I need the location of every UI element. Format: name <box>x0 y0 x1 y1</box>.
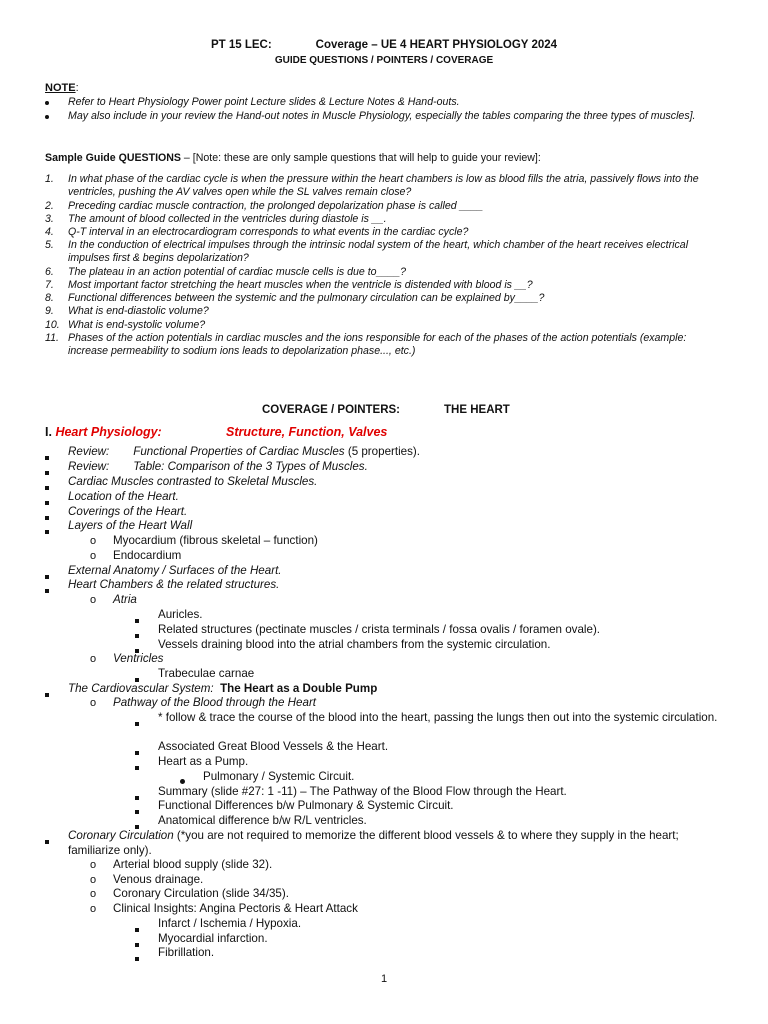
pointer-subitem: o Ventricles <box>90 652 164 665</box>
question-item: 8. Functional differences between the systemic and the pulmonary circulation can be explained by____? <box>45 292 545 304</box>
square-bullet-icon <box>135 760 139 775</box>
document-title <box>0 39 768 51</box>
pointer-item: Layers of the Heart Wall <box>45 519 725 534</box>
pointer-subsubitem: Heart as a Pump. <box>135 755 720 770</box>
pointer-subitem: o Atria <box>90 593 137 606</box>
circle-bullet-icon: o <box>90 874 97 886</box>
question-item: 9. What is end-diastolic volume? <box>45 305 209 317</box>
circle-bullet-icon: o <box>90 653 97 665</box>
circle-bullet-icon: o <box>90 888 97 900</box>
question-item: 10. What is end-systolic volume? <box>45 319 206 331</box>
pointer-subsubitem: Anatomical difference b/w R/L ventricles. <box>135 814 720 829</box>
pointer-item: The Cardiovascular System: The Heart as a Double Pump <box>45 682 725 697</box>
pointer-subsubitem: Associated Great Blood Vessels & the Heart. <box>135 740 720 755</box>
pointer-subitem: o Coronary Circulation (slide 34/35). <box>90 887 289 900</box>
note-item: May also include in your review the Hand-out notes in Muscle Physiology, especially the tables comparing the three types of muscles]. <box>45 110 725 123</box>
pointer-subitem: o Pathway of the Blood through the Heart <box>90 696 317 709</box>
question-item: 7. Most important factor stretching the heart muscles when the ventricle is distended with blood is __? <box>45 279 533 291</box>
title-course-code: PT 15 LEC: <box>210 39 272 51</box>
pointer-item: External Anatomy / Surfaces of the Heart. <box>45 564 725 579</box>
note-item: Refer to Heart Physiology Power point Lecture slides & Lecture Notes & Hand-outs. <box>45 96 725 109</box>
pointer-subsubitem: Vessels draining blood into the atrial chambers from the systemic circulation. <box>135 638 735 653</box>
pointer-subitem: o Endocardium <box>90 549 182 562</box>
sample-questions-heading: Sample Guide QUESTIONS – [Note: these are only sample questions that will help to guide your review]: <box>45 152 541 164</box>
circle-bullet-icon: o <box>90 859 97 871</box>
pointer-subsubitem: Related structures (pectinate muscles / crista terminals / fossa ovalis / foramen ovale). <box>135 623 735 638</box>
coverage-heading: COVERAGE / POINTERS: THE HEART <box>262 404 510 416</box>
square-bullet-icon <box>45 834 49 849</box>
pointer-subitem: o Clinical Insights: Angina Pectoris & Heart Attack <box>90 902 358 915</box>
pointer-item: Coronary Circulation (*you are not required to memorize the different blood vessels & to where they supply in the heart; familiarize only). <box>45 829 720 858</box>
pointer-subsubitem: Trabeculae carnae <box>135 667 735 682</box>
page-number: 1 <box>380 973 388 985</box>
circle-bullet-icon: o <box>90 903 97 915</box>
pointer-item: Coverings of the Heart. <box>45 505 725 520</box>
circle-bullet-icon: o <box>90 697 97 709</box>
square-bullet-icon <box>45 687 49 702</box>
pointer-subsubitem: Auricles. <box>135 608 735 623</box>
pointer-level4-item: Pulmonary / Systemic Circuit. <box>180 770 720 785</box>
document-subtitle: GUIDE QUESTIONS / POINTERS / COVERAGE <box>274 55 494 66</box>
square-bullet-icon <box>45 583 49 598</box>
pointer-item: Review: Functional Properties of Cardiac Muscles (5 properties). <box>45 445 725 460</box>
circle-bullet-icon: o <box>90 550 97 562</box>
question-item: 5. In the conduction of electrical impulses through the intrinsic nodal system of the heart, which chamber of the heart receives electrical impulses first & begins depolarization? <box>45 239 689 265</box>
question-item: 1. In what phase of the cardiac cycle is when the pressure within the heart chambers is low as blood fills the atria, passively flows into the ventricles, pushing the AV valves open while the SL valves remain close? <box>45 173 699 199</box>
pointer-subitem: o Arterial blood supply (slide 32). <box>90 858 273 871</box>
question-item: 4. Q-T interval in an electrocardiogram corresponds to what events in the cardiac cycle? <box>45 226 469 238</box>
title-coverage: Coverage – UE 4 HEART PHYSIOLOGY 2024 <box>315 39 558 51</box>
question-item: 3. The amount of blood collected in the ventricles during diastole is __. <box>45 213 387 225</box>
note-heading: NOTE: <box>45 82 79 94</box>
pointer-subsubitem: Infarct / Ischemia / Hypoxia. <box>135 917 720 932</box>
pointer-subitem: o Myocardium (fibrous skeletal – function) <box>90 534 318 547</box>
square-bullet-icon <box>45 524 49 539</box>
question-item: 11. Phases of the action potentials in cardiac muscles and the ions responsible for each of the phases of the action potentials (example: increase permeability to sodium ions leads to depolarization phase..., etc.) <box>45 332 687 358</box>
pointer-subsubitem: Fibrillation. <box>135 946 720 961</box>
pointer-subsubitem: Summary (slide #27: 1 -11) – The Pathway of the Blood Flow through the Heart. <box>135 785 720 800</box>
pointer-subsubitem: Myocardial infarction. <box>135 932 720 947</box>
pointer-item: Location of the Heart. <box>45 490 725 505</box>
circle-bullet-icon: o <box>90 535 97 547</box>
question-item: 2. Preceding cardiac muscle contraction, the prolonged depolarization phase is called ____ <box>45 200 484 212</box>
square-bullet-icon <box>135 716 139 731</box>
pointer-subsubitem: * follow & trace the course of the blood into the heart, passing the lungs then out into the systemic circulation. <box>135 711 720 726</box>
square-bullet-icon <box>135 951 139 966</box>
pointer-item: Review: Table: Comparison of the 3 Types of Muscles. <box>45 460 725 475</box>
pointer-item: Cardiac Muscles contrasted to Skeletal Muscles. <box>45 475 725 490</box>
pointer-subsubitem: Functional Differences b/w Pulmonary & Systemic Circuit. <box>135 799 720 814</box>
bullet-dot-icon <box>45 110 49 123</box>
section-heading: I. Heart Physiology: Structure, Function, Valves <box>45 425 388 439</box>
bullet-dot-icon <box>45 96 49 109</box>
pointer-item: Heart Chambers & the related structures. <box>45 578 725 593</box>
question-item: 6. The plateau in an action potential of cardiac muscle cells is due to____? <box>45 266 407 278</box>
pointer-subitem: o Venous drainage. <box>90 873 204 886</box>
circle-bullet-icon: o <box>90 594 97 606</box>
